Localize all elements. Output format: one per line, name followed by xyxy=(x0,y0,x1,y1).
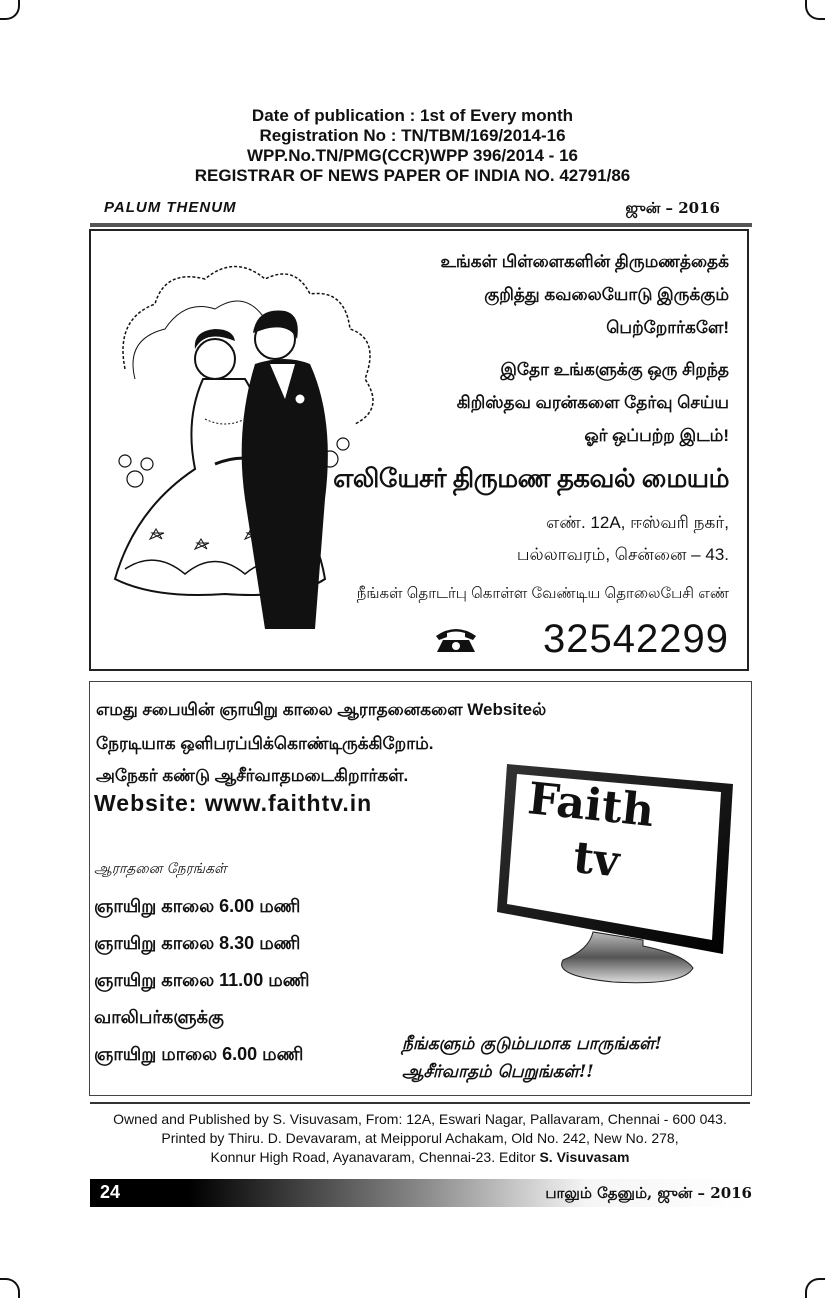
crop-mark-top-left xyxy=(0,0,20,20)
intro-line: கிறிஸ்தவ வரன்களை தேர்வு செய்ய xyxy=(456,393,729,412)
imprint-text: Konnur High Road, Ayanavaram, Chennai-23. Editor xyxy=(210,1149,540,1165)
issue-date: ஜுன் – 2016 xyxy=(625,199,720,217)
imprint-footer xyxy=(0,1110,825,1167)
service-time: ஞாயிறு மாலை 6.00 மணி xyxy=(94,1044,304,1064)
faithtv-text-line: நேரடியாக ஒளிபரப்பிக்கொண்டிருக்கிறோம். xyxy=(96,734,434,753)
contact-prompt: நீங்கள் தொடர்பு கொள்ள வேண்டிய தொலைபேசி எண் xyxy=(356,585,729,602)
intro-line: இதோ உங்களுக்கு ஒரு சிறந்த xyxy=(500,360,729,379)
service-time: ஞாயிறு காலை 6.00 மணி xyxy=(94,896,301,916)
faithtv-text-line: எமது சபையின் ஞாயிறு காலை ஆராதனைகளை Websiteல் xyxy=(96,700,547,719)
address-line: பல்லாவரம், சென்னை – 43. xyxy=(516,545,729,564)
computer-monitor-icon xyxy=(493,754,739,992)
header-rule xyxy=(90,223,752,227)
matrimony-advertisement xyxy=(89,229,749,671)
blessing-line: நீங்களும் குடும்பமாக பாருங்கள்! xyxy=(402,1034,662,1054)
bride-and-groom-illustration xyxy=(95,249,425,639)
magazine-name: PALUM THENUM xyxy=(104,199,237,216)
intro-line: பெற்றோர்களே! xyxy=(606,318,729,337)
running-title: பாலும் தேனும், ஜுன் – 2016 xyxy=(545,1184,752,1202)
intro-line: ஓர் ஒப்பற்ற இடம்! xyxy=(584,426,729,445)
registration-number: Registration No : TN/TBM/169/2014-16 xyxy=(259,126,566,145)
faithtv-website: Website: www.faithtv.in xyxy=(94,790,373,816)
telephone-icon xyxy=(433,624,479,654)
screen-text-faith: Faith xyxy=(525,773,657,838)
matrimony-center-name: எலியேசர் திருமண தகவல் மையம் xyxy=(333,463,729,493)
matrimony-address xyxy=(517,507,729,571)
wpp-number: WPP.No.TN/PMG(CCR)WPP 396/2014 - 16 xyxy=(247,146,578,165)
crop-mark-top-right xyxy=(805,0,825,20)
screen-text-tv: tv xyxy=(570,831,622,888)
service-time: ஞாயிறு காலை 8.30 மணி xyxy=(94,933,301,953)
imprint-line xyxy=(0,1148,825,1167)
faithtv-text-line: அநேகர் கண்டு ஆசீர்வாதமடைகிறார்கள். xyxy=(96,766,409,785)
service-time: ஞாயிறு காலை 11.00 மணி xyxy=(94,970,310,990)
address-line: எண். 12A, ஈஸ்வரி நகர், xyxy=(546,513,729,532)
publication-date: Date of publication : 1st of Every month xyxy=(251,106,574,125)
editor-name: S. Visuvasam xyxy=(539,1149,630,1165)
intro-line: குறித்து கவலையோடு இருக்கும் xyxy=(484,285,729,304)
service-time: வாலிபர்களுக்கு xyxy=(94,1007,224,1027)
blessing-line: ஆசீர்வாதம் பெறுங்கள்!! xyxy=(402,1062,594,1082)
registrar-number: REGISTRAR OF NEWS PAPER OF INDIA NO. 42791/86 xyxy=(194,166,631,185)
crop-mark-bottom-right xyxy=(805,1278,825,1298)
crop-mark-bottom-left xyxy=(0,1278,20,1298)
blessing-message xyxy=(402,1030,662,1086)
imprint-line: Printed by Thiru. D. Devavaram, at Meipporul Achakam, Old No. 242, New No. 278, xyxy=(161,1130,679,1146)
page-footer-bar xyxy=(90,1179,752,1207)
matrimony-intro-group1 xyxy=(440,245,729,344)
intro-line: உங்கள் பிள்ளைகளின் திருமணத்தைக் xyxy=(440,252,729,271)
publication-info xyxy=(0,106,825,186)
page-number: 24 xyxy=(100,1182,121,1202)
faithtv-advertisement xyxy=(89,681,752,1096)
running-header xyxy=(104,199,720,219)
imprint-line: Owned and Published by S. Visuvasam, From: 12A, Eswari Nagar, Pallavaram, Chennai - 600 043. xyxy=(113,1111,727,1127)
matrimony-intro-group2 xyxy=(457,353,729,452)
schedule-heading: ஆராதனை நேரங்கள் xyxy=(94,861,227,877)
phone-number: 32542299 xyxy=(543,617,729,661)
footer-rule xyxy=(90,1102,750,1104)
